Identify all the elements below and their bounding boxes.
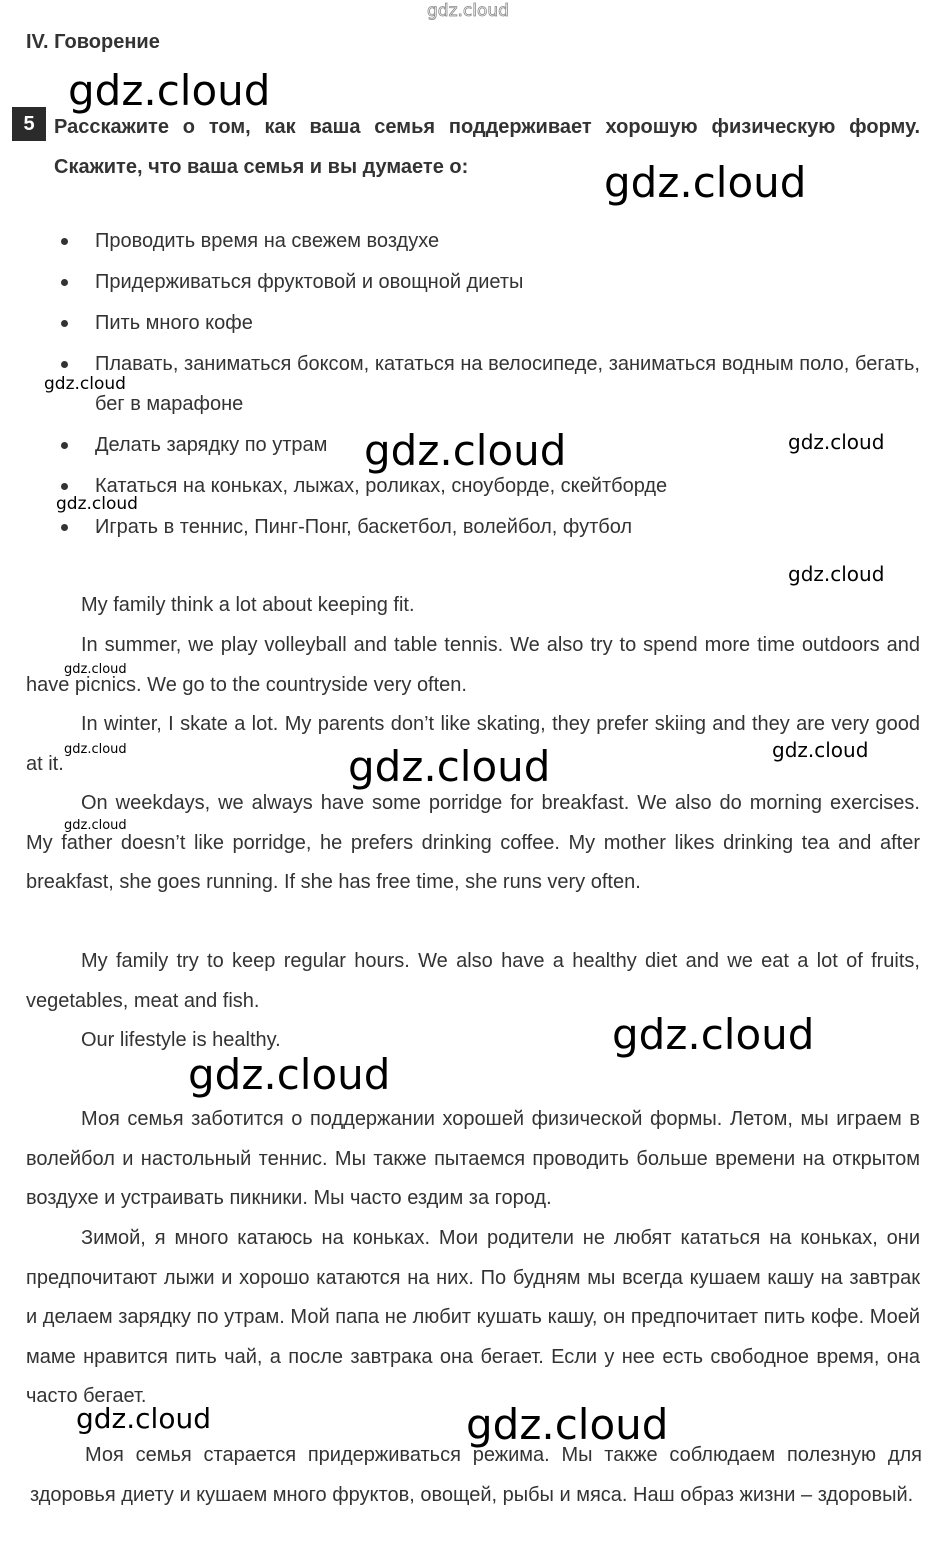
russian-paragraph: Моя семья старается придерживаться режима. Мы также соблюдаем полезную для здоровья диету и кушаем много фруктов, овощей, рыбы и мяса. Наш образ жизни – здоровый.: [30, 1444, 922, 1506]
english-paragraph: On weekdays, we always have some porridge for breakfast. We also do morning exercises. My father doesn’t like porridge, he prefers drinking coffee. My mother likes drinking tea and after breakfast, she goes running. If she has free time, she runs very often.: [26, 792, 920, 893]
watermark-text: gdz.cloud: [364, 426, 567, 475]
english-paragraph: Our lifestyle is healthy.: [81, 1029, 281, 1051]
bullet-icon: [61, 483, 68, 490]
bullet-icon: [61, 442, 68, 449]
watermark-text: gdz.cloud: [44, 374, 126, 394]
task-number-badge: 5: [12, 107, 46, 141]
watermark-text: gdz.cloud: [772, 738, 869, 762]
bullet-icon: [61, 279, 68, 286]
english-paragraph: In summer, we play volleyball and table tennis. We also try to spend more time outdoors and have picnics. We go to the countryside very often.: [26, 634, 920, 696]
top-watermark: gdz.cloud: [427, 1, 509, 21]
bullet-icon: [61, 320, 68, 327]
russian-paragraph: Моя семья заботится о поддержании хорошей физической формы. Летом, мы играем в волейбол и настольный теннис. Мы также пытаемся проводить больше времени на открытом воздухе и устраивать пикники. Мы часто ездим за город.: [26, 1108, 920, 1209]
list-item: Играть в теннис, Пинг-Понг, баскетбол, волейбол, футбол: [95, 507, 920, 547]
watermark-text: gdz.cloud: [788, 430, 885, 454]
task-instruction: Расскажите о том, как ваша семья поддерживает хорошую физическую форму. Скажите, что ваша семья и вы думаете о:: [54, 116, 920, 178]
section-title: IV. Говорение: [26, 31, 160, 53]
watermark-text: gdz.cloud: [348, 742, 551, 791]
list-item: Проводить время на свежем воздухе: [95, 221, 920, 261]
english-paragraph: My family think a lot about keeping fit.: [81, 594, 415, 616]
list-item: Придерживаться фруктовой и овощной диеты: [95, 262, 920, 302]
watermark-text: gdz.cloud: [76, 1402, 211, 1435]
watermark-text: gdz.cloud: [466, 1400, 669, 1449]
watermark-text: gdz.cloud: [64, 742, 127, 757]
bullet-icon: [61, 361, 68, 368]
list-item: Пить много кофе: [95, 303, 920, 343]
russian-paragraph: Зимой, я много катаюсь на коньках. Мои родители не любят кататься на коньках, они предпочитают лыжи и хорошо катаются на них. По будням мы всегда кушаем кашу на завтрак и делаем зарядку по утрам. Мой папа не любит кушать кашу, он предпочитает пить кофе. Моей маме нравится пить чай, а после завтрака она бегает. Если у нее есть свободное время, она часто бегает.: [26, 1227, 920, 1407]
list-item: Кататься на коньках, лыжах, роликах, сноуборде, скейтборде: [95, 466, 920, 506]
watermark-text: gdz.cloud: [604, 158, 807, 207]
english-paragraph: My family try to keep regular hours. We also have a healthy diet and we eat a lot of fruits, vegetables, meat and fish.: [26, 950, 920, 1012]
watermark-text: gdz.cloud: [788, 562, 885, 586]
list-item: Делать зарядку по утрам: [95, 425, 920, 465]
watermark-text: gdz.cloud: [64, 662, 127, 677]
watermark-text: gdz.cloud: [56, 494, 138, 514]
bullet-icon: [61, 524, 68, 531]
bullet-icon: [61, 238, 68, 245]
list-item: Плавать, заниматься боксом, кататься на велосипеде, заниматься водным поло, бегать, бег в марафоне: [95, 344, 920, 424]
watermark-text: gdz.cloud: [188, 1050, 391, 1099]
watermark-text: gdz.cloud: [64, 818, 127, 833]
english-paragraph: In winter, I skate a lot. My parents don’t like skating, they prefer skiing and they are very good at it.: [26, 713, 920, 775]
watermark-text: gdz.cloud: [612, 1010, 815, 1059]
watermark-text: gdz.cloud: [68, 66, 271, 115]
